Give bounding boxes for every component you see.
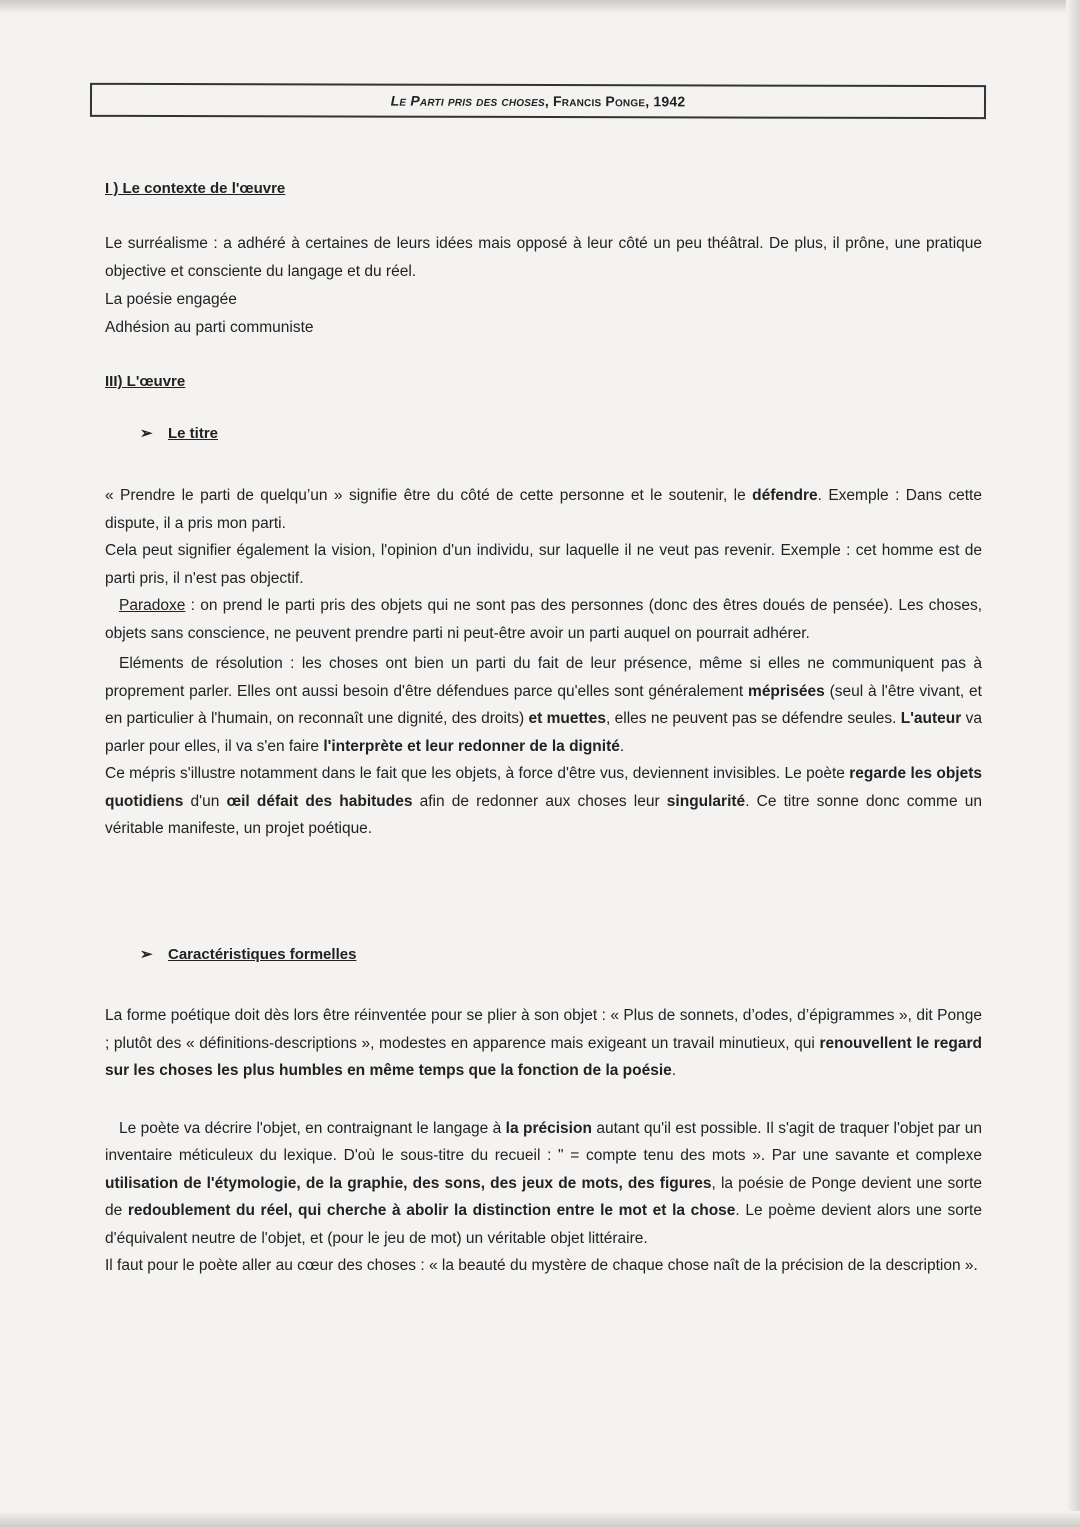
section-heading-context: I ) Le contexte de l'œuvre: [105, 180, 286, 197]
text: Le poète va décrire l'objet, en contraignant le langage à: [119, 1119, 506, 1137]
text: autant qu'il est possible. Il s'agit de traquer l'objet par un inventaire méticuleux du lexique. D'où le sous-titre du recueil : " = compte tenu des mots ». Par une savante et complexe: [105, 1119, 982, 1164]
paragraph: [105, 760, 982, 843]
paragraph: [105, 1115, 982, 1253]
bold-text: redoublement du réel, qui cherche à abolir la distinction entre le mot et la chose: [127, 1202, 736, 1219]
text: Il faut pour le poète aller au cœur des choses : « la beauté du mystère de chaque chose naît de la précision de la description ».: [105, 1257, 978, 1274]
subheading-caracteristiques: [140, 945, 356, 963]
bold-text: renouvellent le regard sur les choses les plus humbles en même temps que la fonction de la poésie: [105, 1034, 982, 1079]
bold-text: regarde les objets quotidiens: [105, 765, 982, 810]
text: d'un: [183, 792, 227, 810]
context-line: Adhésion au parti communiste: [105, 319, 314, 336]
text: , la poésie de Ponge devient une sorte de: [105, 1174, 982, 1219]
text: .: [619, 737, 625, 755]
paragraph: [105, 537, 982, 592]
subheading-label: Le titre: [168, 425, 219, 442]
paragraph: [105, 1002, 982, 1085]
arrow-bullet-icon: ➢: [140, 946, 153, 963]
bold-text: méprisées: [748, 682, 825, 700]
photo-edge-bottom: [0, 1511, 1080, 1527]
bold-text: œil défait des habitudes: [226, 792, 413, 810]
subheading-label: Caractéristiques formelles: [168, 946, 357, 963]
bold-text: l'interprète et leur redonner de la dignité: [323, 737, 620, 755]
bold-text: singularité: [666, 792, 746, 810]
text: . Ce titre sonne donc comme un véritable manifeste, un projet poétique.: [105, 792, 982, 837]
bold-text: et muettes: [528, 710, 607, 727]
bold-text: défendre: [752, 487, 818, 504]
bold-text: utilisation de l'étymologie, de la graphie, des sons, des jeux de mots, des figures: [105, 1174, 712, 1192]
paragraph: [105, 650, 982, 760]
text: (seul à l'être vivant, et en particulier à l'humain, on reconnaît une dignité, des droits): [105, 682, 982, 727]
subheading-titre: [140, 424, 218, 442]
text: La forme poétique doit dès lors être réinventée pour se plier à son objet : « Plus de sonnets, d’odes, d’épigrammes », dit Ponge ; plutôt des « définitions-descriptions », modestes en apparence mais exigeant un travail minutieux, qui: [105, 1007, 982, 1052]
title-author-year: , Francis Ponge, 1942: [544, 93, 686, 110]
text: . Exemple : Dans cette dispute, il a pris mon parti.: [105, 487, 982, 532]
underlined-term: Paradoxe: [119, 597, 186, 614]
text: : on prend le parti pris des objets qui ne sont pas des personnes (donc des êtres doués de pensée). Les choses, objets sans conscience, ne peuvent prendre parti ni peut-être avoir un parti auquel on pourrait adhérer.: [105, 597, 982, 642]
text: , elles ne peuvent pas se défendre seules.: [606, 710, 901, 727]
caracteristiques-body: [105, 1002, 982, 1280]
bold-text: L'auteur: [900, 710, 962, 727]
photo-edge-right: [1066, 0, 1080, 1527]
arrow-bullet-icon: ➢: [140, 425, 153, 442]
text: va parler pour elles, il va s'en faire: [105, 710, 982, 755]
paragraph: [105, 482, 982, 537]
text: Cela peut signifier également la vision, l'opinion d'un individu, sur laquelle il ne veut pas revenir. Exemple : cet homme est de parti pris, il n'est pas objectif.: [105, 542, 982, 587]
text: afin de redonner aux choses leur: [412, 792, 667, 810]
text: . Le poème devient alors une sorte d'équivalent neutre de l'objet, et (pour le jeu de mot) un véritable objet littéraire.: [105, 1202, 982, 1247]
titre-body: [105, 482, 982, 843]
bold-text: la précision: [505, 1119, 592, 1137]
title-work: Le Parti pris des choses: [390, 92, 545, 110]
text: Eléments de résolution : les choses ont bien un parti du fait de leur présence, même si elles ne communiquent pas à proprement parler. Elles ont aussi besoin d'être défendues parce qu'elles sont généralement: [105, 655, 982, 700]
paragraph: [105, 592, 982, 647]
context-line: La poésie engagée: [105, 291, 237, 308]
document-title: [391, 93, 686, 110]
section-context-body: [105, 230, 982, 342]
text: .: [671, 1062, 677, 1079]
text: « Prendre le parti de quelqu’un » signifie être du côté de cette personne et le soutenir, le: [105, 487, 753, 504]
text: Ce mépris s'illustre notamment dans le fait que les objets, à force d'être vus, deviennent invisibles. Le poète: [105, 765, 850, 782]
section-heading-oeuvre: III) L'œuvre: [105, 373, 186, 390]
photo-edge-top: [0, 0, 1080, 14]
document-title-box: [90, 83, 986, 119]
context-line: Le surréalisme : a adhéré à certaines de leurs idées mais opposé à leur côté un peu théâtral. De plus, il prône, une pratique objective et consciente du langage et du réel.: [105, 235, 982, 280]
paragraph: [105, 1252, 982, 1280]
